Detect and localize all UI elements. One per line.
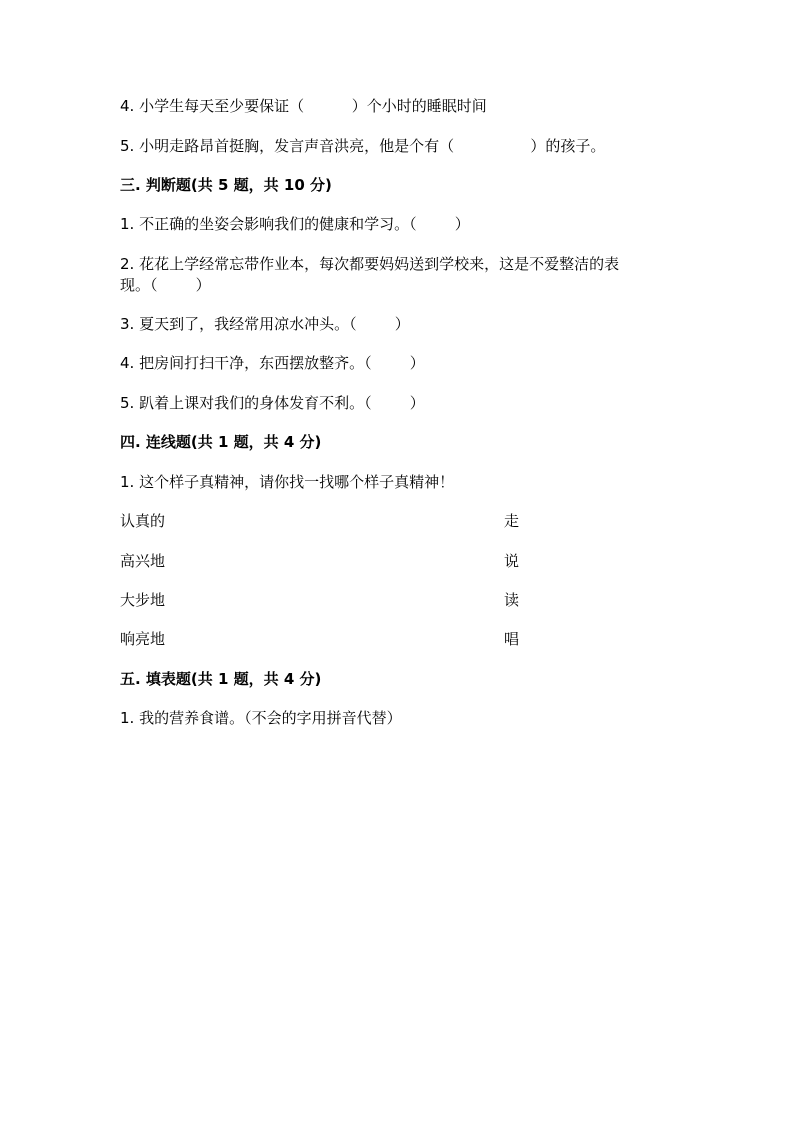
question-2-4: 4. 小学生每天至少要保证（ ）个小时的睡眠时间 xyxy=(120,97,487,115)
question-5-1: 1. 我的营养食谱。（不会的字用拼音代替） xyxy=(120,709,402,727)
match-left-item: 响亮地 xyxy=(120,630,166,648)
question-3-2-line2: 现。（ ） xyxy=(120,276,211,294)
question-3-3: 3. 夏天到了，我经常用凉水冲头。（ ） xyxy=(120,315,410,333)
question-3-5: 5. 趴着上课对我们的身体发育不利。（ ） xyxy=(120,394,425,412)
match-right-item: 读 xyxy=(504,591,520,609)
match-right-item: 说 xyxy=(504,552,520,570)
question-2-5: 5. 小明走路昂首挺胸，发言声音洪亮，他是个有（ ）的孩子。 xyxy=(120,137,606,155)
match-right-item: 走 xyxy=(504,512,520,530)
question-3-1: 1. 不正确的坐姿会影响我们的健康和学习。（ ） xyxy=(120,215,470,233)
question-4-1: 1. 这个样子真精神，请你找一找哪个样子真精神！ xyxy=(120,473,455,491)
section-3-heading: 三. 判断题(共 5 题，共 10 分) xyxy=(120,176,332,194)
section-5-heading: 五. 填表题(共 1 题，共 4 分) xyxy=(120,670,322,688)
match-left-item: 认真的 xyxy=(120,512,166,530)
match-left-item: 大步地 xyxy=(120,591,166,609)
question-3-4: 4. 把房间打扫干净，东西摆放整齐。（ ） xyxy=(120,354,425,372)
match-right-item: 唱 xyxy=(504,630,520,648)
question-3-2-line1: 2. 花花上学经常忘带作业本，每次都要妈妈送到学校来，这是不爱整洁的表 xyxy=(120,255,620,273)
section-4-heading: 四. 连线题(共 1 题，共 4 分) xyxy=(120,433,322,451)
match-left-item: 高兴地 xyxy=(120,552,166,570)
